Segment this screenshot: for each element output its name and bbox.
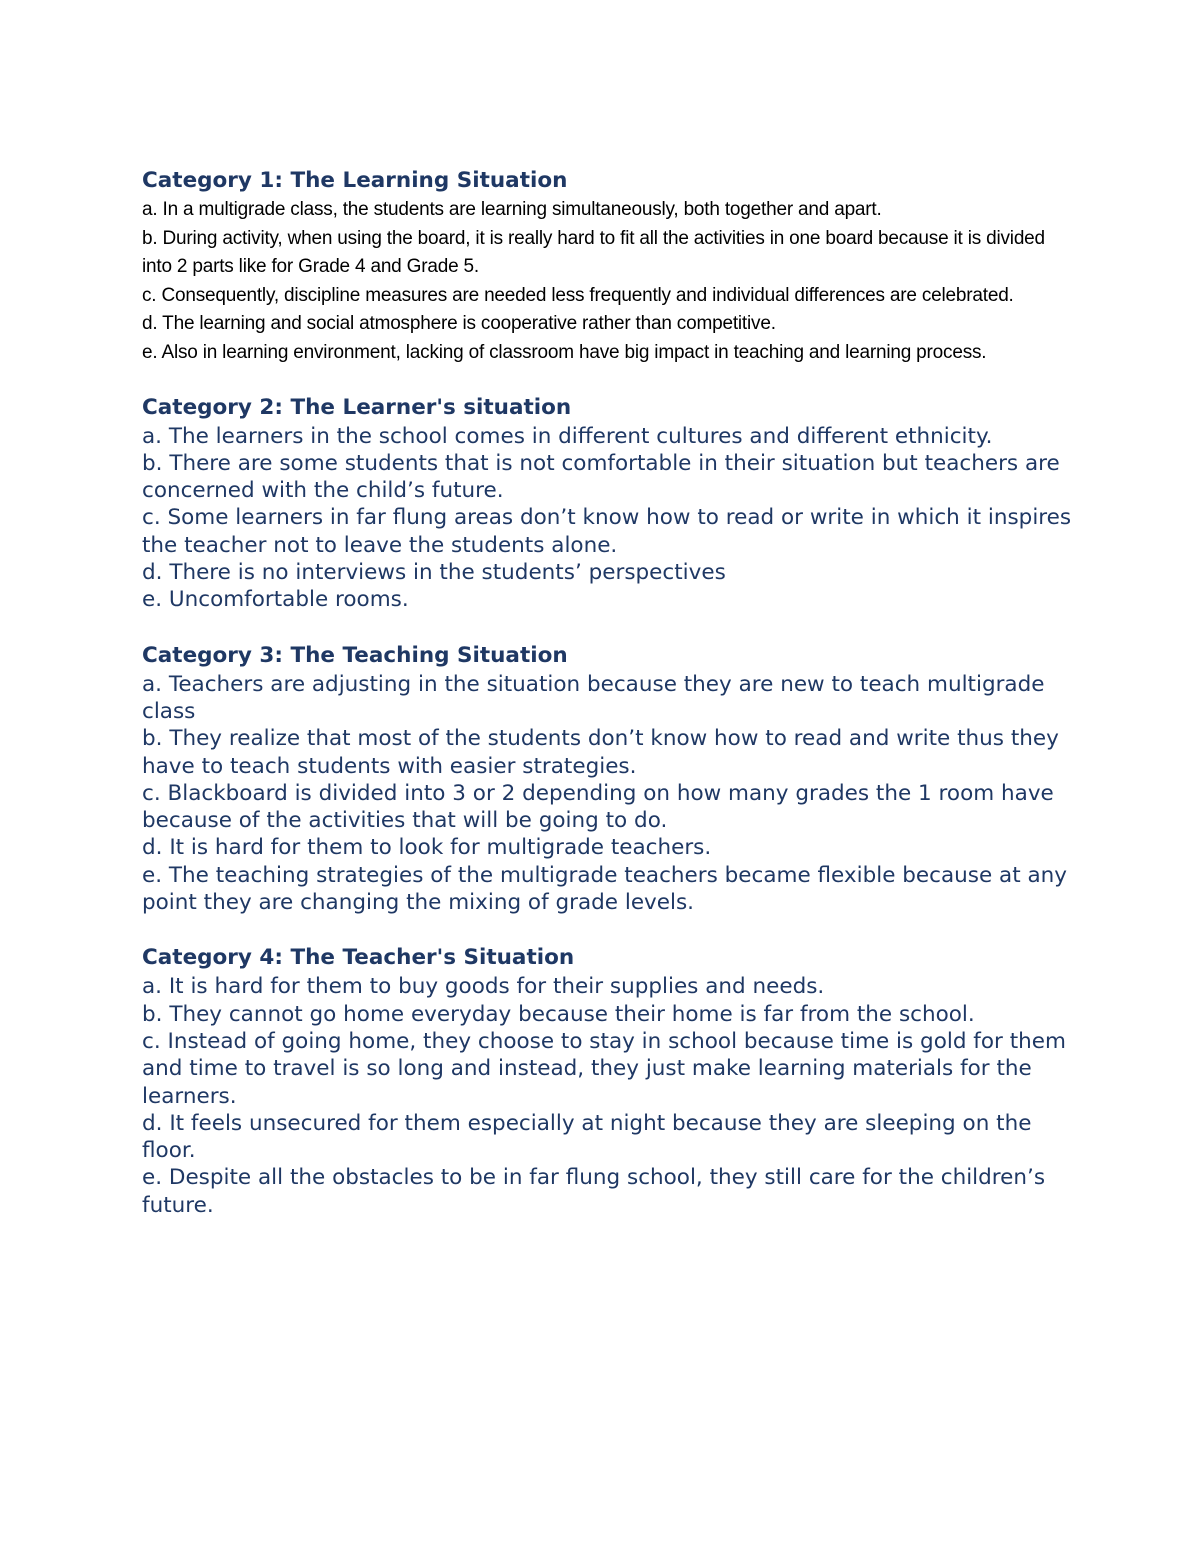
list-item: d. It is hard for them to look for multigrade teachers. (142, 835, 712, 861)
list-item: a. In a multigrade class, the students are learning simultaneously, both together and apart. (142, 199, 882, 220)
list-item: c. Blackboard is divided into 3 or 2 depending on how many grades the 1 room have because of the activities that will be going to do. (142, 780, 1054, 834)
list-item: e. Also in learning environment, lacking of classroom have big impact in teaching and learning process. (142, 341, 987, 363)
category-4-section (142, 943, 1072, 1219)
list-item: b. They realize that most of the students don’t know how to read and write thus they have to teach students with easier strategies. (142, 726, 1059, 779)
category-2-heading: Category 2: The Learner's situation (142, 394, 572, 420)
paragraph-spacer (142, 916, 1072, 943)
list-item: a. It is hard for them to buy goods for their supplies and needs. (142, 974, 825, 1000)
list-item: e. Uncomfortable rooms. (142, 587, 409, 613)
paragraph-spacer (142, 614, 1072, 641)
list-item: e. The teaching strategies of the multigrade teachers became flexible because at any point they are changing the mixing of grade levels. (142, 862, 1068, 916)
document-page (142, 166, 1072, 1219)
category-1-section (142, 166, 1072, 368)
list-item: b. During activity, when using the board, it is really hard to fit all the activities in one board because it is divided into 2 parts like for Grade 4 and Grade 5. (142, 227, 1045, 278)
category-1-heading: Category 1: The Learning Situation (142, 168, 568, 193)
list-item: b. There are some students that is not comfortable in their situation but teachers are concerned with the child’s future. (142, 450, 1060, 504)
list-item: d. It feels unsecured for them especially at night because they are sleeping on the floor. (142, 1110, 1032, 1164)
list-item: c. Consequently, discipline measures are needed less frequently and individual differences are celebrated. (142, 284, 1014, 306)
paragraph-spacer (142, 368, 1072, 393)
list-item: d. There is no interviews in the students’ perspectives (142, 560, 726, 586)
category-3-section (142, 641, 1072, 917)
category-2-section (142, 393, 1072, 614)
list-item: d. The learning and social atmosphere is cooperative rather than competitive. (142, 313, 776, 335)
category-3-items (142, 671, 1072, 917)
list-item: c. Instead of going home, they choose to stay in school because time is gold for them and time to travel is so long and instead, they just make learning materials for the learners. (142, 1028, 1066, 1109)
category-4-items (142, 973, 1072, 1219)
list-item: c. Some learners in far flung areas don’t know how to read or write in which it inspires the teacher not to leave the students alone. (142, 505, 1072, 558)
list-item: a. Teachers are adjusting in the situation because they are new to teach multigrade class (142, 671, 1045, 724)
list-item: b. They cannot go home everyday because their home is far from the school. (142, 1001, 975, 1027)
category-2-items (142, 423, 1072, 614)
list-item: a. The learners in the school comes in different cultures and different ethnicity. (142, 423, 993, 449)
list-item: e. Despite all the obstacles to be in far flung school, they still care for the children’s future. (142, 1165, 1046, 1218)
category-3-heading: Category 3: The Teaching Situation (142, 642, 568, 668)
category-4-heading: Category 4: The Teacher's Situation (142, 945, 575, 971)
category-1-items (142, 196, 1072, 368)
